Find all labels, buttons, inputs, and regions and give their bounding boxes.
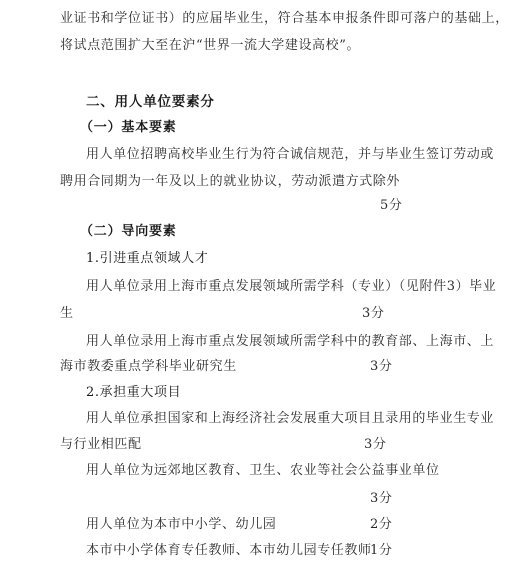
item2a-line-1: 用人单位承担国家和上海经济社会发展重大项目且录用的毕业生专业 [86,411,495,426]
basic-elements-heading: （一）基本要素 [80,120,177,135]
basic-text-line-2: 聘用合同期为一年及以上的就业协议，劳动派遣方式除外 [60,174,401,189]
basic-score: 5分 [380,198,403,213]
guide-elements-heading: （二）导向要素 [80,224,177,239]
item1-heading: 1.引进重点领域人才 [86,251,209,266]
item1a-line-1: 用人单位录用上海市重点发展领域所需学科（专业）（见附件3）毕业 [86,279,497,294]
item2d-score: 1分 [370,543,393,558]
item2d-line-1: 本市中小学体育专任教师、本市幼儿园专任教师 [86,543,372,558]
intro-line-1: 业证书和学位证书）的应届毕业生，符合基本申报条件即可落户的基础上， [60,11,509,26]
item2-heading: 2.承担重大项目 [86,385,182,400]
item1a-score: 3分 [362,306,385,321]
item1a-line-2: 生 [60,306,74,321]
item2c-line-1: 用人单位为本市中小学、幼儿园 [86,517,277,532]
item1b-line-2: 海市教委重点学科毕业研究生 [60,359,237,374]
item2b-line-1: 用人单位为远郊地区教育、卫生、农业等社会公益事业单位 [86,463,440,478]
item1b-score: 3分 [370,359,393,374]
basic-text-line-1: 用人单位招聘高校毕业生行为符合诚信规范，并与毕业生签订劳动或 [86,147,495,162]
item2a-line-2: 与行业相匹配 [60,437,142,452]
section-heading: 二、用人单位要素分 [86,94,215,110]
item2a-score: 3分 [364,437,387,452]
item2b-score: 3分 [370,491,393,506]
item2c-score: 2分 [370,517,393,532]
intro-line-2: 将试点范围扩大至在沪“世界一流大学建设高校”。 [60,38,361,53]
item1b-line-1: 用人单位录用上海市重点发展领域所需学科中的教育部、上海市、上 [86,334,495,349]
